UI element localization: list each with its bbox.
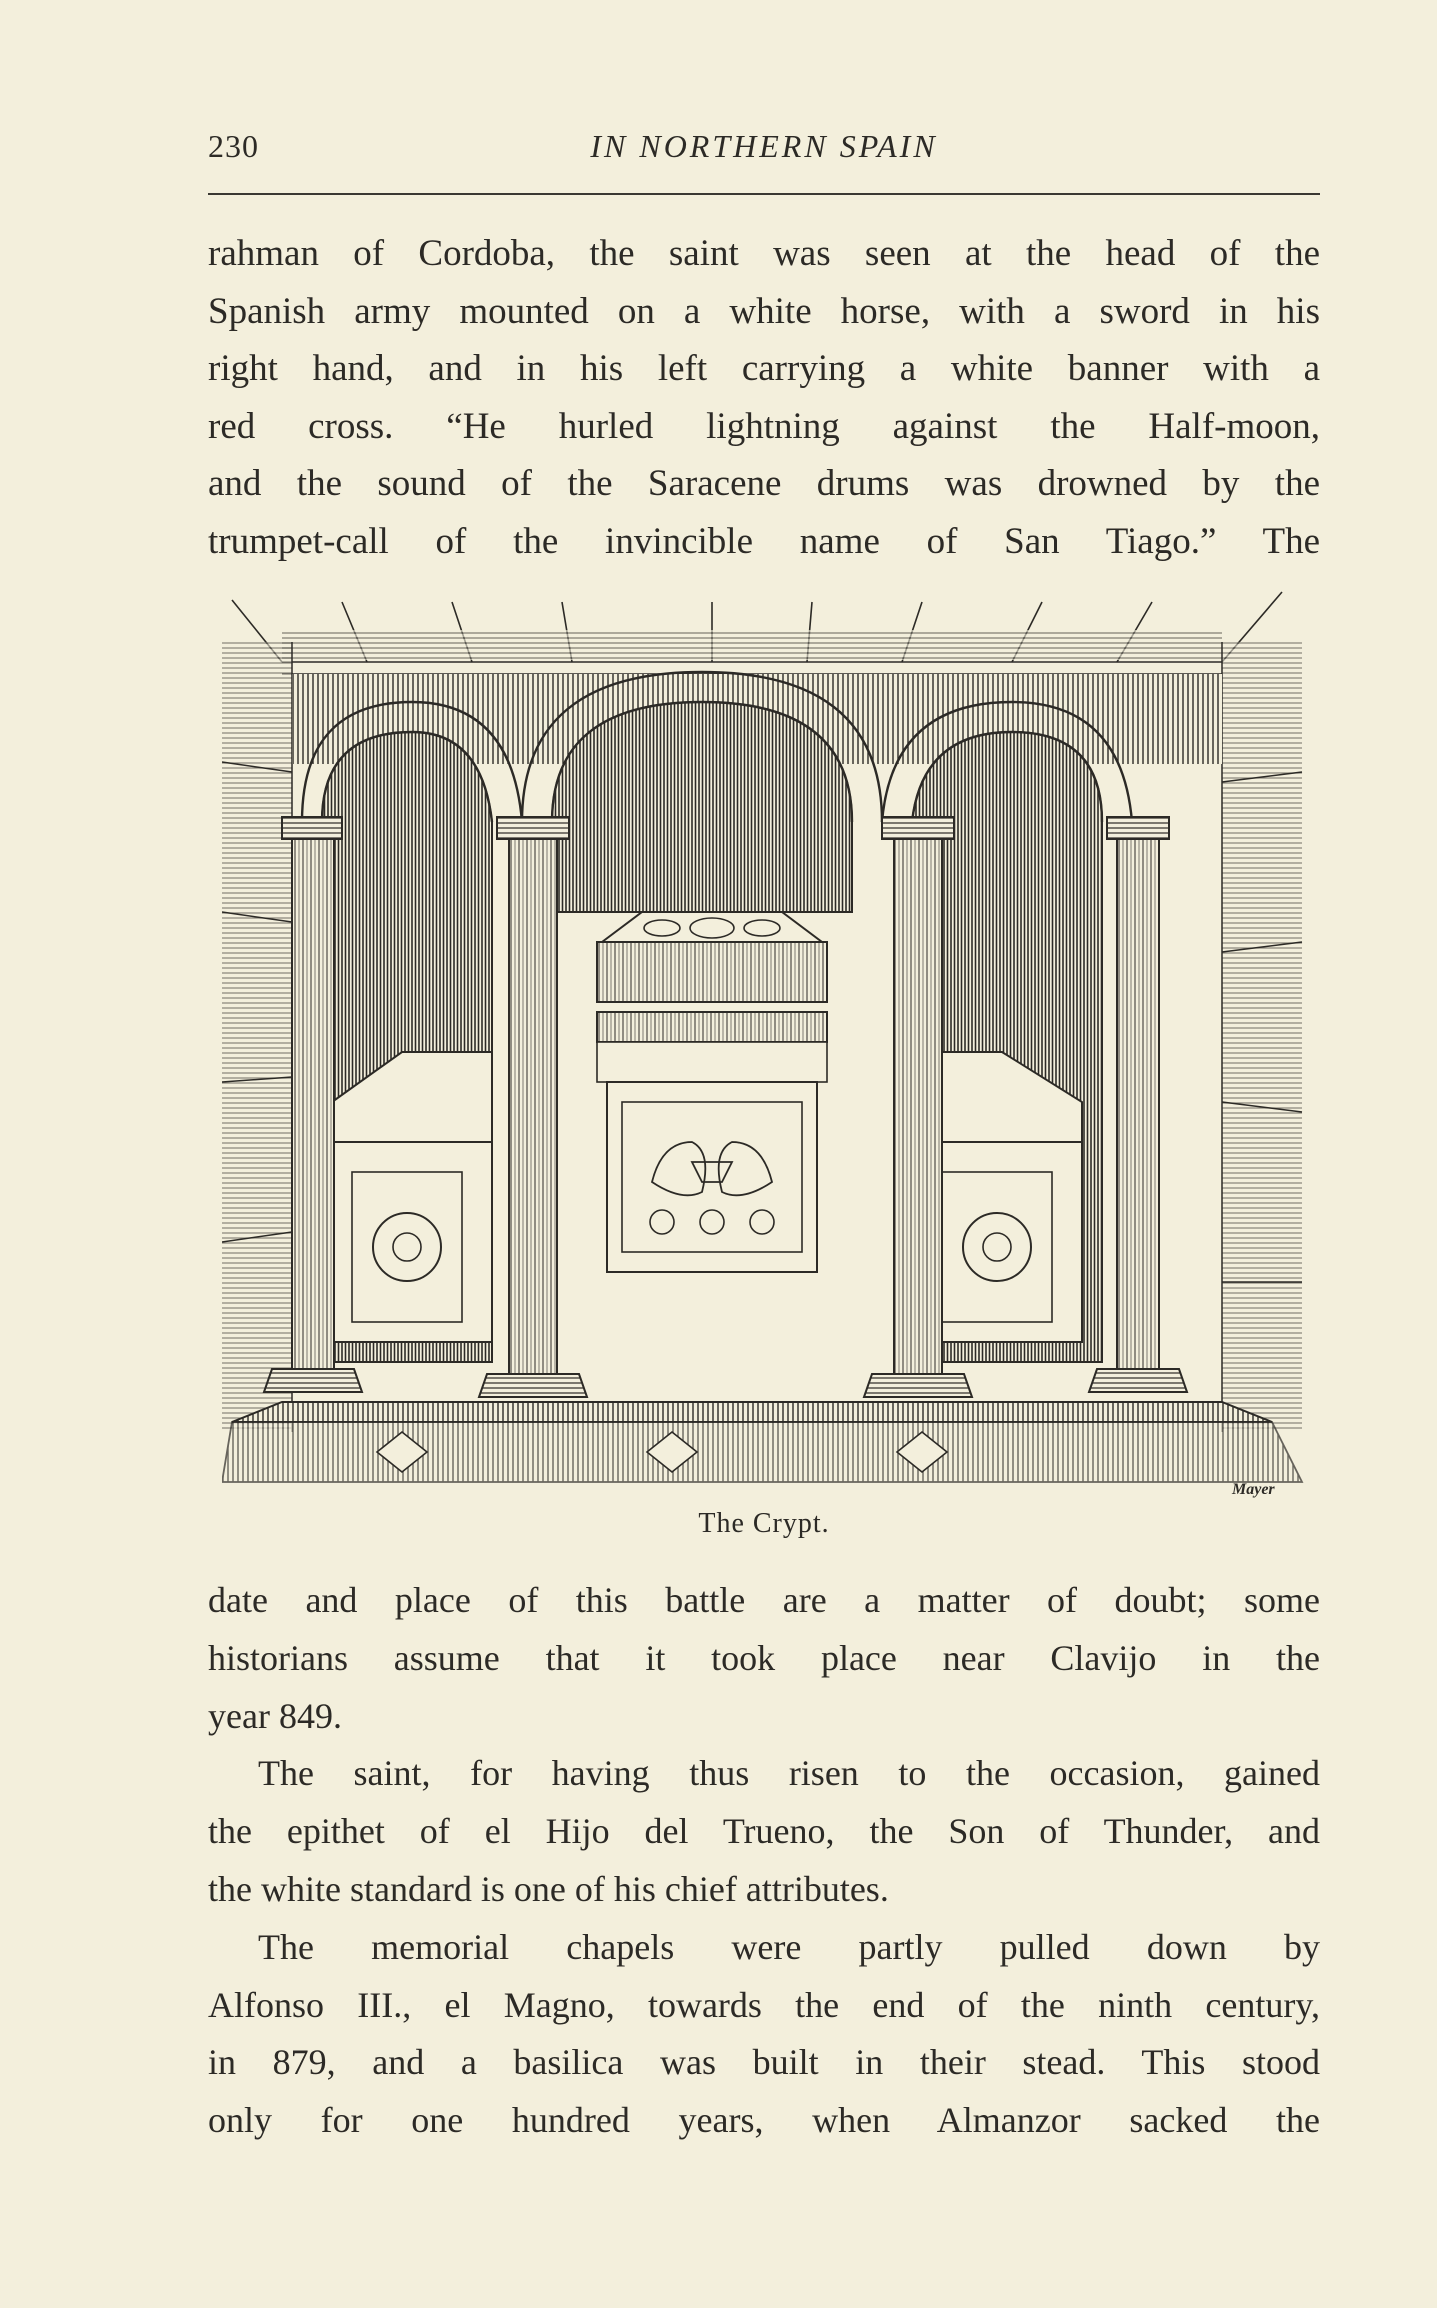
text-line: trumpet-call of the invincible name of San Tiago.” The [208, 520, 1320, 562]
right-wall [1222, 642, 1302, 1432]
text-line: right hand, and in his left carrying a white banner with a [208, 348, 1320, 389]
paragraph-start-line: The saint, for having thus risen to the occasion, gained [258, 1753, 1320, 1794]
running-title: IN NORTHERN SPAIN [590, 128, 938, 164]
body-text-bottom [208, 1572, 1320, 2150]
text-line: date and place of this battle are a matter of doubt; some [208, 1580, 1320, 1620]
text-line: the epithet of el Hijo del Trueno, the Son of Thunder, and [208, 1811, 1320, 1852]
text-line: Alfonso III., el Magno, towards the end of the ninth century, [208, 1984, 1320, 2025]
text-line: in 879, and a basilica was built in their stead. This stood [208, 2042, 1320, 2083]
text-line: year 849. [208, 1695, 342, 1736]
body-text-top [208, 225, 1320, 570]
text-line: and the sound of the Saracene drums was drowned by the [208, 463, 1320, 504]
central-sarcophagus [597, 912, 827, 1272]
crypt-engraving [222, 582, 1312, 1512]
text-line: the white standard is one of his chief attributes. [208, 1868, 889, 1909]
text-line: Spanish army mounted on a white horse, with a sword in his [208, 290, 1320, 332]
left-wall [222, 642, 292, 1432]
floor [222, 1402, 1302, 1482]
text-line: only for one hundred years, when Almanzor sacked the [208, 2100, 1320, 2141]
text-line: rahman of Cordoba, the saint was seen at the head of the [208, 233, 1320, 274]
page-number: 230 [208, 128, 259, 164]
engraver-signature: Mayer [1232, 1481, 1275, 1498]
crypt-illustration [222, 582, 1312, 1512]
paragraph-start-line: The memorial chapels were partly pulled down by [258, 1926, 1320, 1967]
page-header [208, 122, 1320, 172]
figure-caption: The Crypt. [698, 1508, 830, 1539]
text-line: historians assume that it took place near Clavijo in the [208, 1637, 1320, 1678]
header-rule [208, 193, 1320, 195]
text-line: red cross. “He hurled lightning against the Half-moon, [208, 405, 1320, 447]
